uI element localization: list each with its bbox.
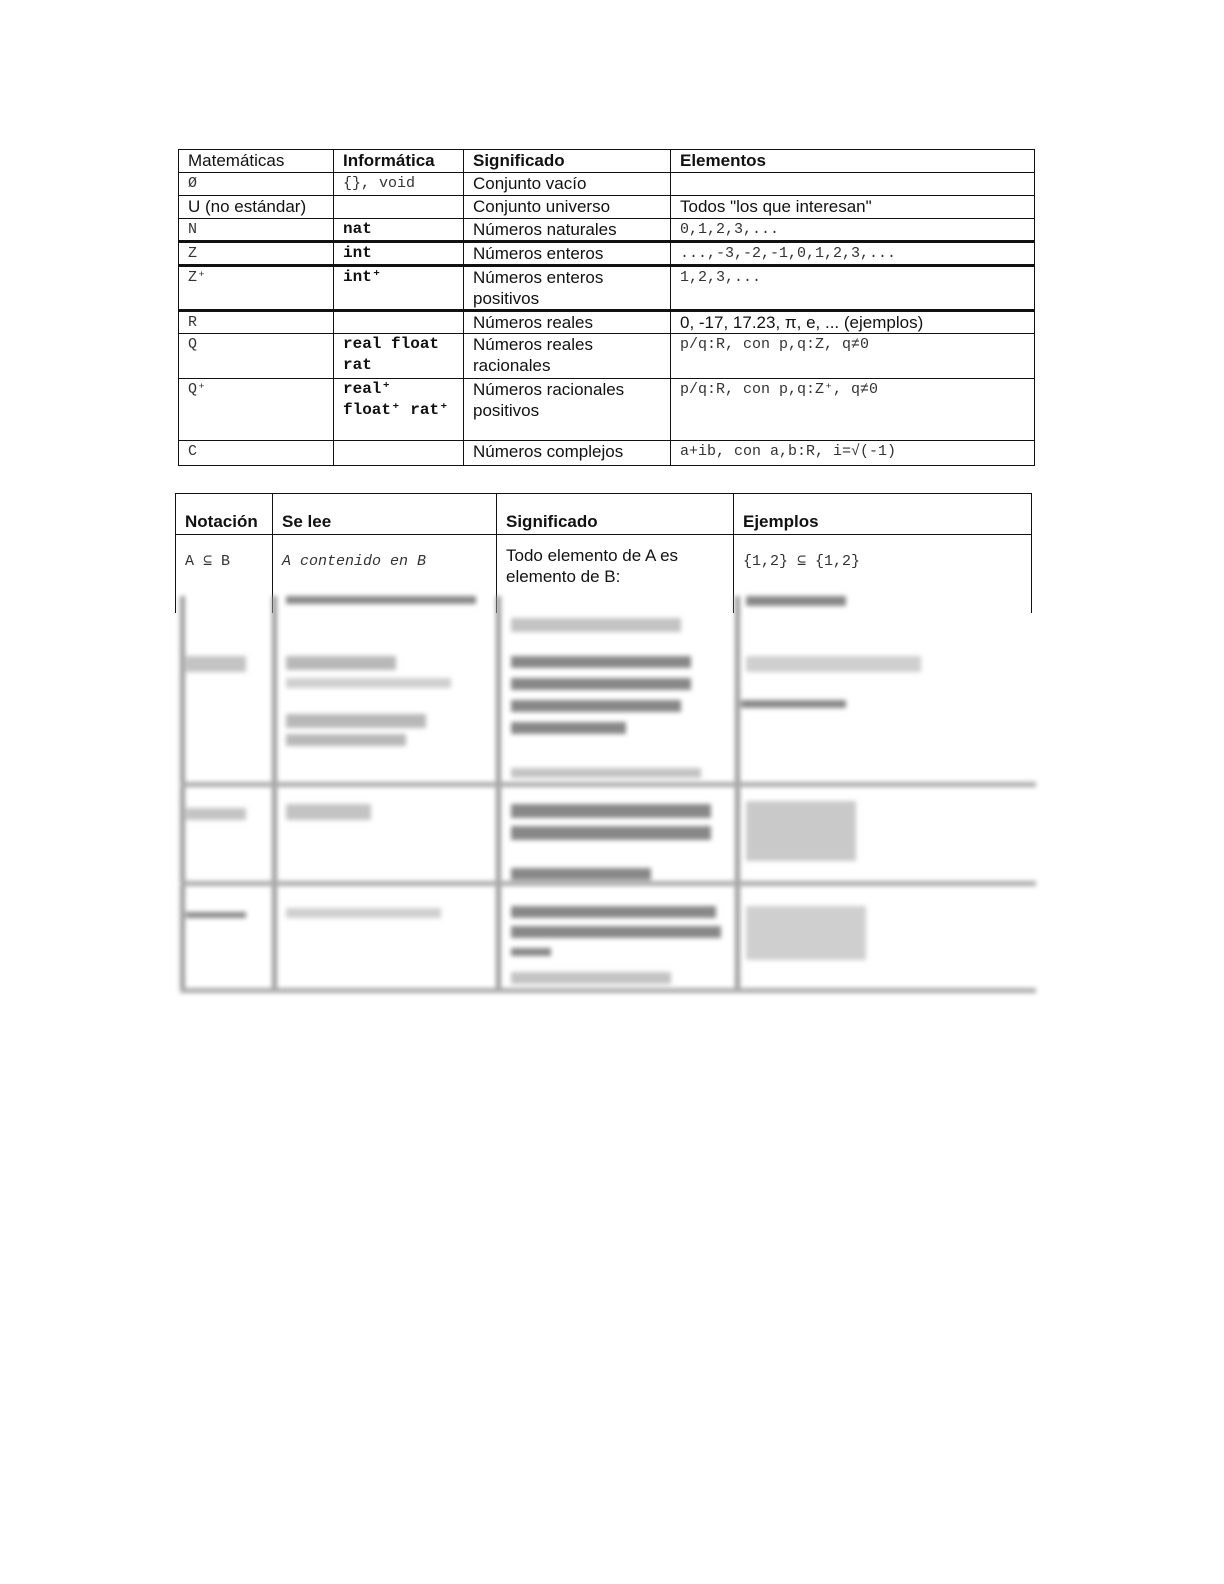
table-row: [179, 242, 1035, 266]
info-cell: [334, 311, 464, 334]
reads-cell: A contenido en B: [273, 535, 497, 614]
math-cell: Z⁺: [179, 266, 334, 311]
elements-cell: Todos "los que interesan": [671, 196, 1035, 219]
meaning-cell: Números racionales positivos: [464, 379, 671, 441]
notation-cell: A ⊆ B: [176, 535, 273, 614]
info-cell: [334, 441, 464, 466]
table-header-row: [176, 494, 1032, 535]
elements-cell: 0, -17, 17.23, π, e, ... (ejemplos): [671, 311, 1035, 334]
math-cell: Q: [179, 334, 334, 379]
info-cell: real⁺ float⁺ rat⁺: [334, 379, 464, 441]
header-cell: Elementos: [671, 150, 1035, 173]
elements-cell: ...,-3,-2,-1,0,1,2,3,...: [671, 242, 1035, 266]
meaning-cell: Conjunto vacío: [464, 173, 671, 196]
table-row: [179, 219, 1035, 242]
info-cell: int⁺: [334, 266, 464, 311]
set-notation-table: [178, 149, 1035, 466]
elements-cell: p/q:R, con p,q:Z, q≠0: [671, 334, 1035, 379]
meaning-cell: Números complejos: [464, 441, 671, 466]
table-row: [179, 334, 1035, 379]
math-cell: C: [179, 441, 334, 466]
elements-cell: [671, 173, 1035, 196]
info-cell: {}, void: [334, 173, 464, 196]
meaning-cell: Números reales racionales: [464, 334, 671, 379]
table-row: [179, 173, 1035, 196]
elements-cell: 0,1,2,3,...: [671, 219, 1035, 242]
math-cell: Ø: [179, 173, 334, 196]
meaning-cell: Conjunto universo: [464, 196, 671, 219]
header-cell: Notación: [176, 494, 273, 535]
header-cell: Significado: [497, 494, 734, 535]
header-cell: Significado: [464, 150, 671, 173]
math-cell: R: [179, 311, 334, 334]
table-header-row: [179, 150, 1035, 173]
info-cell: [334, 196, 464, 219]
math-cell: Z: [179, 242, 334, 266]
elements-cell: a+ib, con a,b:R, i=√(-1): [671, 441, 1035, 466]
table-row: [179, 266, 1035, 311]
info-cell: real float rat: [334, 334, 464, 379]
elements-cell: p/q:R, con p,q:Z⁺, q≠0: [671, 379, 1035, 441]
header-cell: Se lee: [273, 494, 497, 535]
header-cell: Matemáticas: [179, 150, 334, 173]
meaning-cell: Todo elemento de A es elemento de B:: [497, 535, 734, 614]
example-cell: {1,2} ⊆ {1,2}: [734, 535, 1032, 614]
math-cell: N: [179, 219, 334, 242]
table-row: [179, 441, 1035, 466]
meaning-cell: Números reales: [464, 311, 671, 334]
info-cell: nat: [334, 219, 464, 242]
math-cell: U (no estándar): [179, 196, 334, 219]
meaning-cell: Números naturales: [464, 219, 671, 242]
meaning-cell: Números enteros: [464, 242, 671, 266]
header-cell: Ejemplos: [734, 494, 1032, 535]
table-row: [179, 379, 1035, 441]
info-cell: int: [334, 242, 464, 266]
header-cell: Informática: [334, 150, 464, 173]
meaning-cell: Números enteros positivos: [464, 266, 671, 311]
blurred-content: [176, 596, 1036, 996]
table-row: [179, 196, 1035, 219]
table-row: [179, 311, 1035, 334]
elements-cell: 1,2,3,...: [671, 266, 1035, 311]
set-relations-table: [175, 493, 1032, 613]
math-cell: Q⁺: [179, 379, 334, 441]
